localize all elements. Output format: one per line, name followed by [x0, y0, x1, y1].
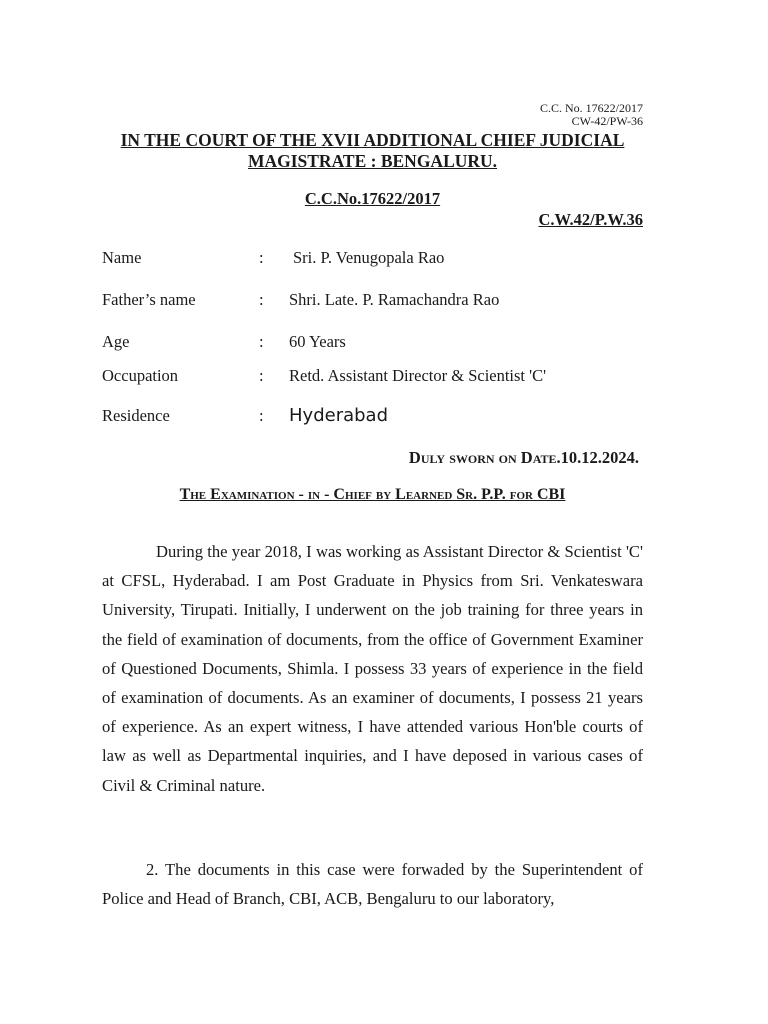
detail-value-name: Sri. P. Venugopala Rao [293, 248, 445, 267]
detail-value-residence: Hyderabad [289, 405, 388, 426]
detail-colon: : [259, 248, 264, 267]
case-reference-top [540, 102, 643, 128]
detail-label-father: Father’s name [102, 290, 196, 309]
court-title-line-2: MAGISTRATE : BENGALURU. [247, 151, 498, 171]
detail-label-occupation: Occupation [102, 366, 179, 385]
sworn-date-line: Duly sworn on Date.10.12.2024. [408, 448, 639, 467]
witness-number: C.W.42/P.W.36 [538, 210, 643, 229]
detail-value-father: Shri. Late. P. Ramachandra Rao [289, 290, 500, 309]
case-reference-line-1: C.C. No. 17622/2017 [539, 101, 643, 115]
detail-value-age: 60 Years [289, 332, 346, 351]
court-title-line-1: IN THE COURT OF THE XVII ADDITIONAL CHIEF JUDICIAL [120, 130, 625, 150]
detail-label-residence: Residence [102, 406, 170, 425]
detail-value-occupation: Retd. Assistant Director & Scientist 'C' [289, 366, 547, 385]
testimony-paragraph-2: 2. The documents in this case were forwaded by the Superintendent of Police and Head of Branch, CBI, ACB, Bengaluru to our laboratory, [102, 860, 643, 909]
court-title [100, 130, 645, 172]
case-number: C.C.No.17622/2017 [304, 189, 441, 208]
testimony-paragraph-1: During the year 2018, I was working as Assistant Director & Scientist 'C' at CFSL, Hyderabad. I am Post Graduate in Physics from Sri. Venkateswara University, Tirupati. Initially, I underwent on the job training for three years in the field of examination of documents, from the office of Government Examiner of Questioned Documents, Shimla. I possess 33 years of experience in the field of examination of documents. As an examiner of documents, I possess 21 years of experience. As an expert witness, I have attended various Hon'ble courts of law as well as Departmental inquiries, and I have deposed in various cases of Civil & Criminal nature. [102, 542, 643, 795]
detail-colon: : [259, 366, 264, 385]
detail-colon: : [259, 332, 264, 351]
detail-label-name: Name [102, 248, 142, 267]
case-reference-line-2: CW-42/PW-36 [571, 114, 643, 128]
detail-colon: : [259, 406, 264, 425]
examination-heading: The Examination - in - Chief by Learned Sr. P.P. for CBI [179, 486, 566, 503]
detail-label-age: Age [102, 332, 130, 351]
detail-colon: : [259, 290, 264, 309]
